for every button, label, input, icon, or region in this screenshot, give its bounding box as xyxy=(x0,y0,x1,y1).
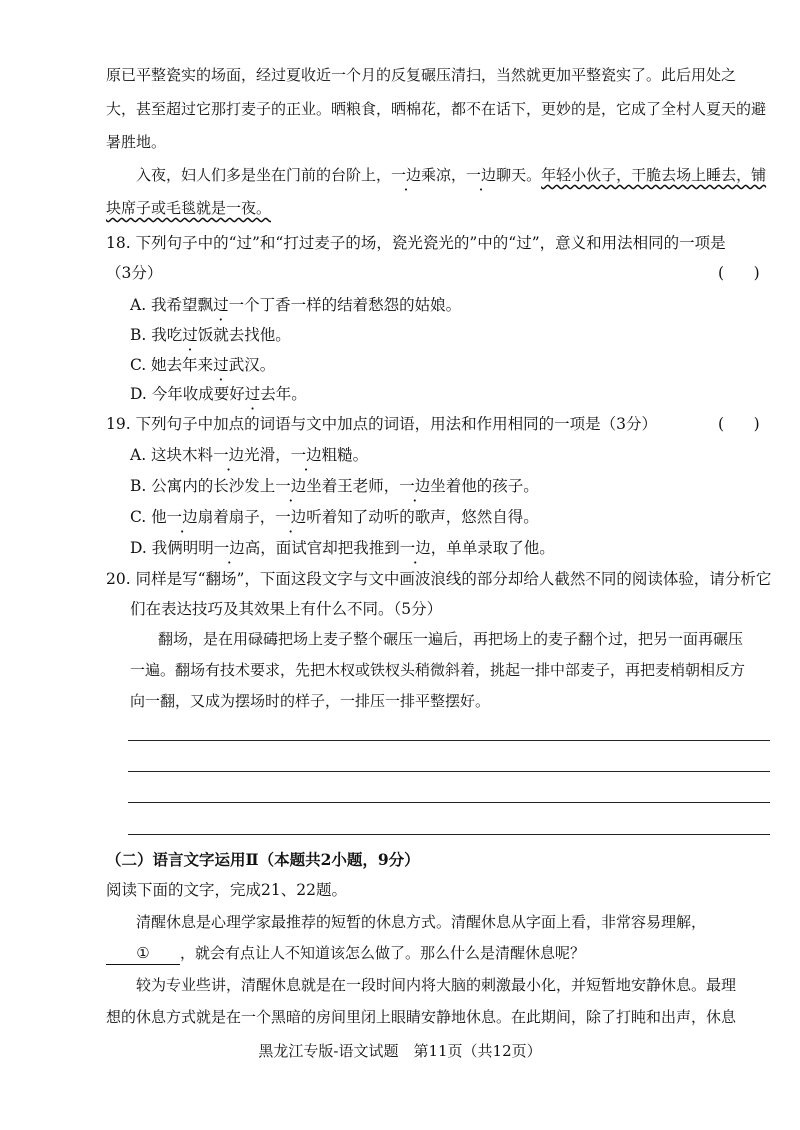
option-text: A. 我希望飘 xyxy=(130,296,214,314)
option-text: D. 我俩明明 xyxy=(130,539,214,557)
q19-answer-blank[interactable]: ( ) xyxy=(718,415,760,433)
dotted-word: 一边 xyxy=(213,539,245,557)
dotted-word: 一边 xyxy=(275,477,307,495)
wavy-underlined-text: 年轻小伙子，干脆去场上睡去，铺 xyxy=(541,166,767,184)
section2-paragraph-line xyxy=(106,942,585,965)
dotted-word: 过 xyxy=(244,385,261,403)
q19-option-a[interactable] xyxy=(130,444,368,466)
passage-line: 原已平整瓷实的场面，经过夏收近一个月的反复碾压清扫，当然就更加平整瓷实了。此后用处之 xyxy=(106,66,737,84)
passage-text: 入夜，妇人们多是坐在门前的台阶上， xyxy=(136,166,392,184)
dotted-word: 一边 xyxy=(213,446,245,464)
paragraph-text: ，就会有点让人不知道该怎么做了。那么什么是清醒休息呢？ xyxy=(180,944,586,962)
answer-line[interactable] xyxy=(128,834,770,835)
option-text: 去年。 xyxy=(260,385,307,403)
dotted-word: 一边 xyxy=(166,508,198,526)
dotted-word: 一边 xyxy=(391,166,422,184)
option-text: A. 这块木料 xyxy=(130,446,214,464)
q19-option-c[interactable] xyxy=(130,506,539,528)
dotted-word: 一边 xyxy=(290,446,322,464)
section2-paragraph-line: 清醒休息是心理学家最推荐的短暂的休息方式。清醒休息从字面上看，非常容易理解， xyxy=(136,913,707,931)
option-text: 武汉。 xyxy=(228,356,276,374)
option-text: 光滑， xyxy=(244,446,291,464)
option-text: C. 他 xyxy=(130,508,167,526)
q19-option-b[interactable] xyxy=(130,475,539,497)
answer-line[interactable] xyxy=(128,740,770,741)
section-heading: （二）语言文字运用Ⅱ（本题共2小题，9分） xyxy=(106,850,420,869)
dotted-word: 一边 xyxy=(275,508,307,526)
fill-in-blank-1[interactable]: ① xyxy=(106,942,180,965)
q18-option-c[interactable] xyxy=(130,354,275,376)
q20-quote-line: 翻场，是在用碌碡把场上麦子整个碾压一遍后，再把场上的麦子翻个过，把另一面再碾压 xyxy=(158,630,744,648)
q20-stem: 们在表达技巧及其效果上有什么不同。（5分） xyxy=(130,600,443,618)
section-instruction: 阅读下面的文字，完成21、22题。 xyxy=(106,881,347,899)
passage-text: 聊天。 xyxy=(496,166,542,184)
option-text: 听着知了动听的歌声，悠然自得。 xyxy=(306,508,539,526)
passage-line: 大，甚至超过它那打麦子的正业。晒粮食，晒棉花，都不在话下，更妙的是，它成了全村人夏天的避 xyxy=(106,100,767,118)
section2-paragraph-line: 想的休息方式就是在一个黑暗的房间里闭上眼睛安静地休息。在此期间，除了打盹和出声，休息 xyxy=(106,1008,737,1026)
passage-line: 暑胜地。 xyxy=(106,133,167,151)
option-text: ，单单录取了他。 xyxy=(430,539,555,557)
wavy-underlined-text: 块席子或毛毯就是一夜。 xyxy=(106,199,272,217)
passage-line xyxy=(106,197,271,219)
option-text: 饭就去找他。 xyxy=(197,326,291,344)
option-text: 扇着扇子， xyxy=(197,508,276,526)
answer-line[interactable] xyxy=(128,771,770,772)
q18-option-a[interactable] xyxy=(130,294,461,316)
option-text: C. 她去年来 xyxy=(130,356,214,374)
dotted-word: 过 xyxy=(213,296,229,314)
option-text: B. 我吃 xyxy=(130,326,183,344)
section2-paragraph-line: 较为专业些讲，清醒休息就是在一段时间内将大脑的刺激最小化，并短暂地安静休息。最理 xyxy=(136,976,737,994)
q19-option-d[interactable] xyxy=(130,537,555,559)
passage-line xyxy=(136,164,766,186)
answer-line[interactable] xyxy=(128,802,770,803)
q18-option-b[interactable] xyxy=(130,324,291,346)
q18-answer-blank[interactable]: ( ) xyxy=(718,264,760,282)
option-text: 一个丁香一样的结着愁怨的姑娘。 xyxy=(228,296,462,314)
dotted-word: 过 xyxy=(182,326,198,344)
option-text: 坐着他的孩子。 xyxy=(430,477,539,495)
dotted-word: 过 xyxy=(213,356,229,374)
dotted-word: 一边 xyxy=(399,477,431,495)
q20-stem: 20. 同样是写“翻场”，下面这段文字与文中画波浪线的部分却给人截然不同的阅读体验，请分析它 xyxy=(106,570,772,588)
q19-stem: 19. 下列句子中加点的词语与文中加点的词语，用法和作用相同的一项是（3分） xyxy=(106,415,657,433)
q18-stem: 18. 下列句子中的“过”和“打过麦子的场，瓷光瓷光的”中的“过”，意义和用法相同的一项是 xyxy=(106,234,726,252)
dotted-word: 一边 xyxy=(466,166,497,184)
option-text: 粗糙。 xyxy=(321,446,369,464)
option-text: 坐着王老师， xyxy=(306,477,400,495)
q18-option-d[interactable] xyxy=(130,383,307,405)
q18-stem-score: （3分） xyxy=(106,264,163,282)
option-text: 高，面试官却把我推到 xyxy=(244,539,400,557)
option-text: B. 公寓内的长沙发上 xyxy=(130,477,276,495)
q20-quote-line: 向一翻，又成为摆场时的样子，一排压一排平整摆好。 xyxy=(130,692,491,710)
passage-text: 乘凉， xyxy=(421,166,467,184)
option-text: D. 今年收成要好 xyxy=(130,385,245,403)
q20-quote-line: 一遍。翻场有技术要求，先把木杈或铁杈头稍微斜着，挑起一排中部麦子，再把麦梢朝相反方 xyxy=(130,661,746,679)
dotted-word: 一边 xyxy=(399,539,431,557)
page-footer: 黑龙江专版-语文试题 第11页（共12页） xyxy=(258,1042,542,1060)
